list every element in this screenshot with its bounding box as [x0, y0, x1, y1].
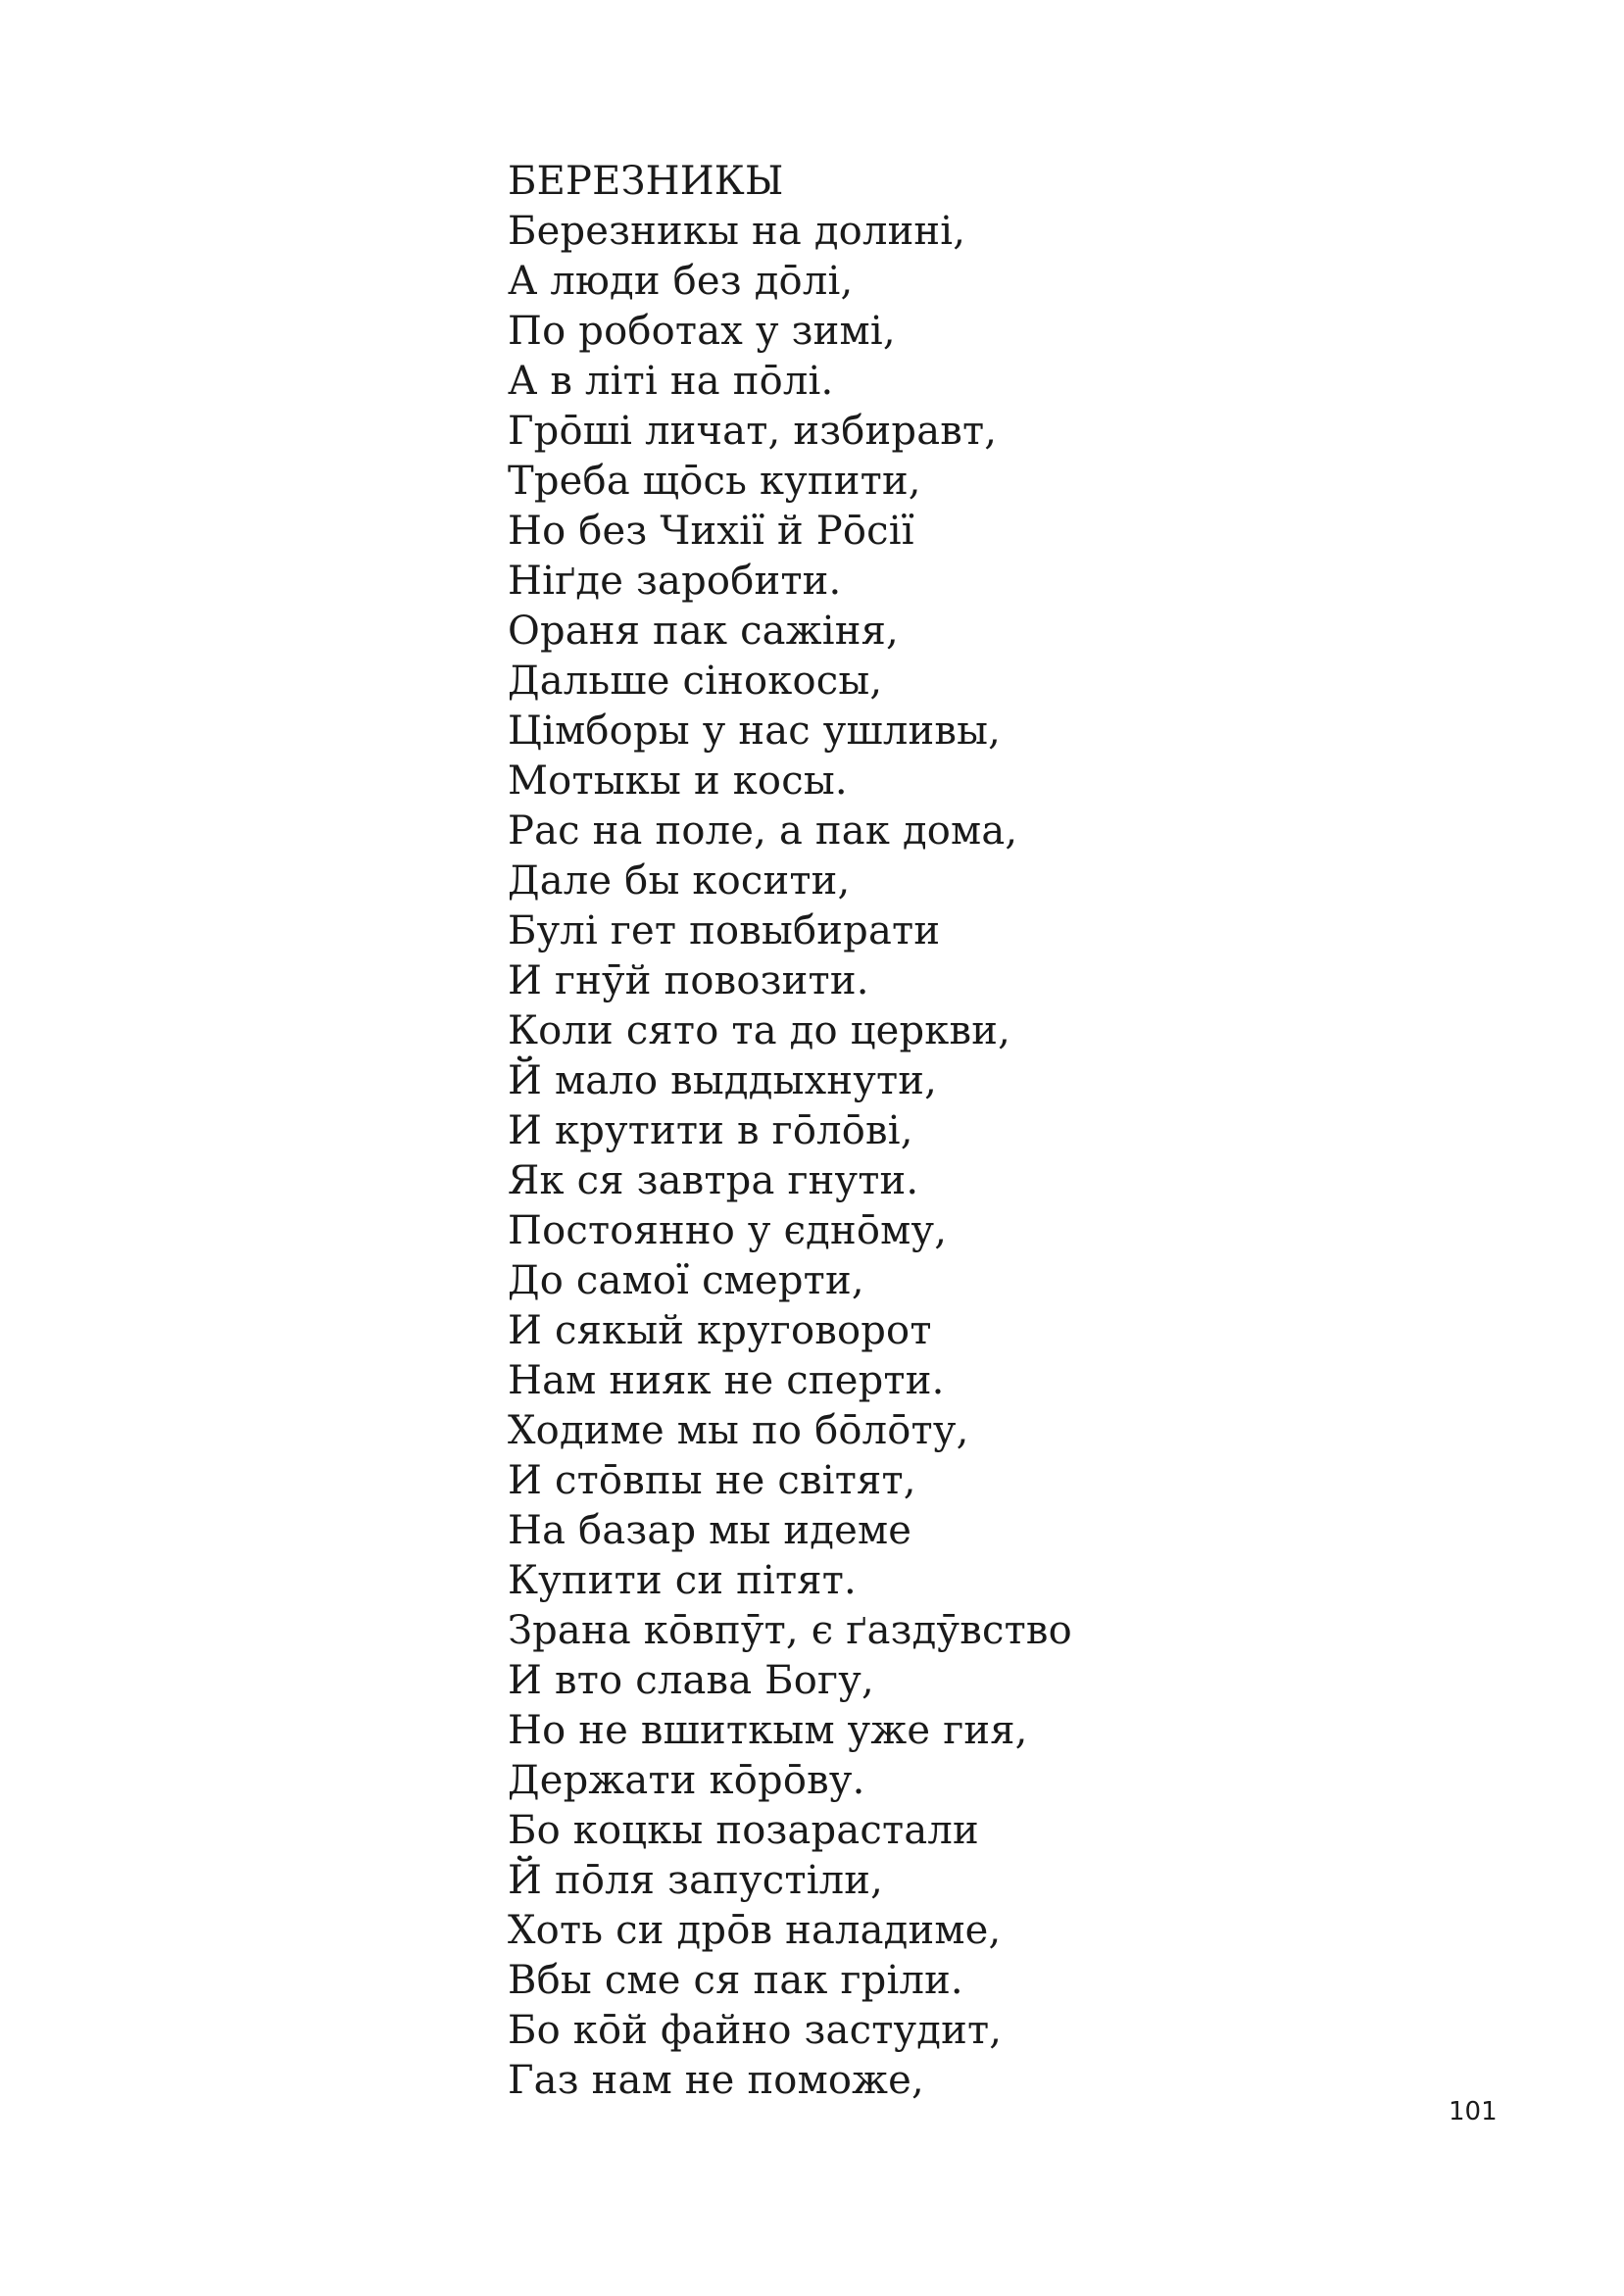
poem-line: И гнӯй повозити. — [508, 958, 869, 1003]
poem-line: На базар мы идеме — [508, 1508, 912, 1553]
poem-line: Рас на поле, а пак дома, — [508, 808, 1018, 854]
poem-line: А в літі на по̄лі. — [508, 359, 834, 404]
page-number: 101 — [1449, 2097, 1498, 2126]
poem-line: По роботах у зимі, — [508, 309, 896, 354]
poem-line: Хоть си дро̄в наладиме, — [508, 1908, 1002, 1953]
poem-line: И крутити в го̄ло̄ві, — [508, 1108, 913, 1153]
poem-line: Мотыкы и косы. — [508, 758, 848, 804]
poem-line: Гро̄ші личат, избиравт, — [508, 409, 998, 454]
poem-line: И сякый круговорот — [508, 1308, 932, 1353]
poem-line: А люди без до̄лі, — [508, 259, 854, 304]
poem-line: Газ нам не поможе, — [508, 2058, 924, 2103]
poem-line: Вбы сме ся пак гріли. — [508, 1958, 963, 2003]
poem — [508, 157, 1488, 2106]
poem-line: Й мало выддыхнути, — [508, 1058, 938, 1103]
poem-line: Ораня пак сажіня, — [508, 609, 899, 654]
poem-line: И сто̄впы не світят, — [508, 1458, 916, 1503]
poem-line: Но без Чихії й Ро̄сії — [508, 509, 914, 554]
poem-line: Бо ко̄й файно застудит, — [508, 2008, 1003, 2053]
poem-line: Треба що̄сь купити, — [508, 459, 921, 504]
poem-line: И вто слава Богу, — [508, 1658, 874, 1703]
poem-line: Зрана ко̄впӯт, є ґаздӯвство — [508, 1608, 1072, 1653]
poem-line: Як ся завтра гнути. — [508, 1158, 919, 1203]
poem-line: Постоянно у єдно̄му, — [508, 1208, 948, 1253]
poem-line: Коли сято та до церкви, — [508, 1008, 1010, 1053]
poem-line: Ніґде заробити. — [508, 559, 842, 604]
poem-title: БЕРЕЗНИКЫ — [508, 159, 784, 204]
poem-line: Купити си пітят. — [508, 1558, 857, 1603]
poem-line: Цімборы у нас ушливы, — [508, 708, 1002, 754]
poem-line: Дальше сінокосы, — [508, 659, 883, 704]
poem-line: Держати ко̄ро̄ву. — [508, 1758, 865, 1803]
poem-line: До самої смерти, — [508, 1258, 864, 1303]
poem-line: Березникы на долині, — [508, 209, 966, 254]
poem-line: Булі гет повыбирати — [508, 908, 941, 953]
poem-line: Бо коцкы позарастали — [508, 1808, 979, 1853]
poem-line: Но не вшиткым уже гия, — [508, 1708, 1028, 1753]
poem-line: Нам нияк не сперти. — [508, 1358, 945, 1403]
poem-lines — [508, 207, 1488, 2106]
poem-line: Й по̄ля запустіли, — [508, 1858, 884, 1903]
poem-line: Ходиме мы по бо̄ло̄ту, — [508, 1408, 969, 1453]
poem-line: Дале бы косити, — [508, 858, 851, 904]
